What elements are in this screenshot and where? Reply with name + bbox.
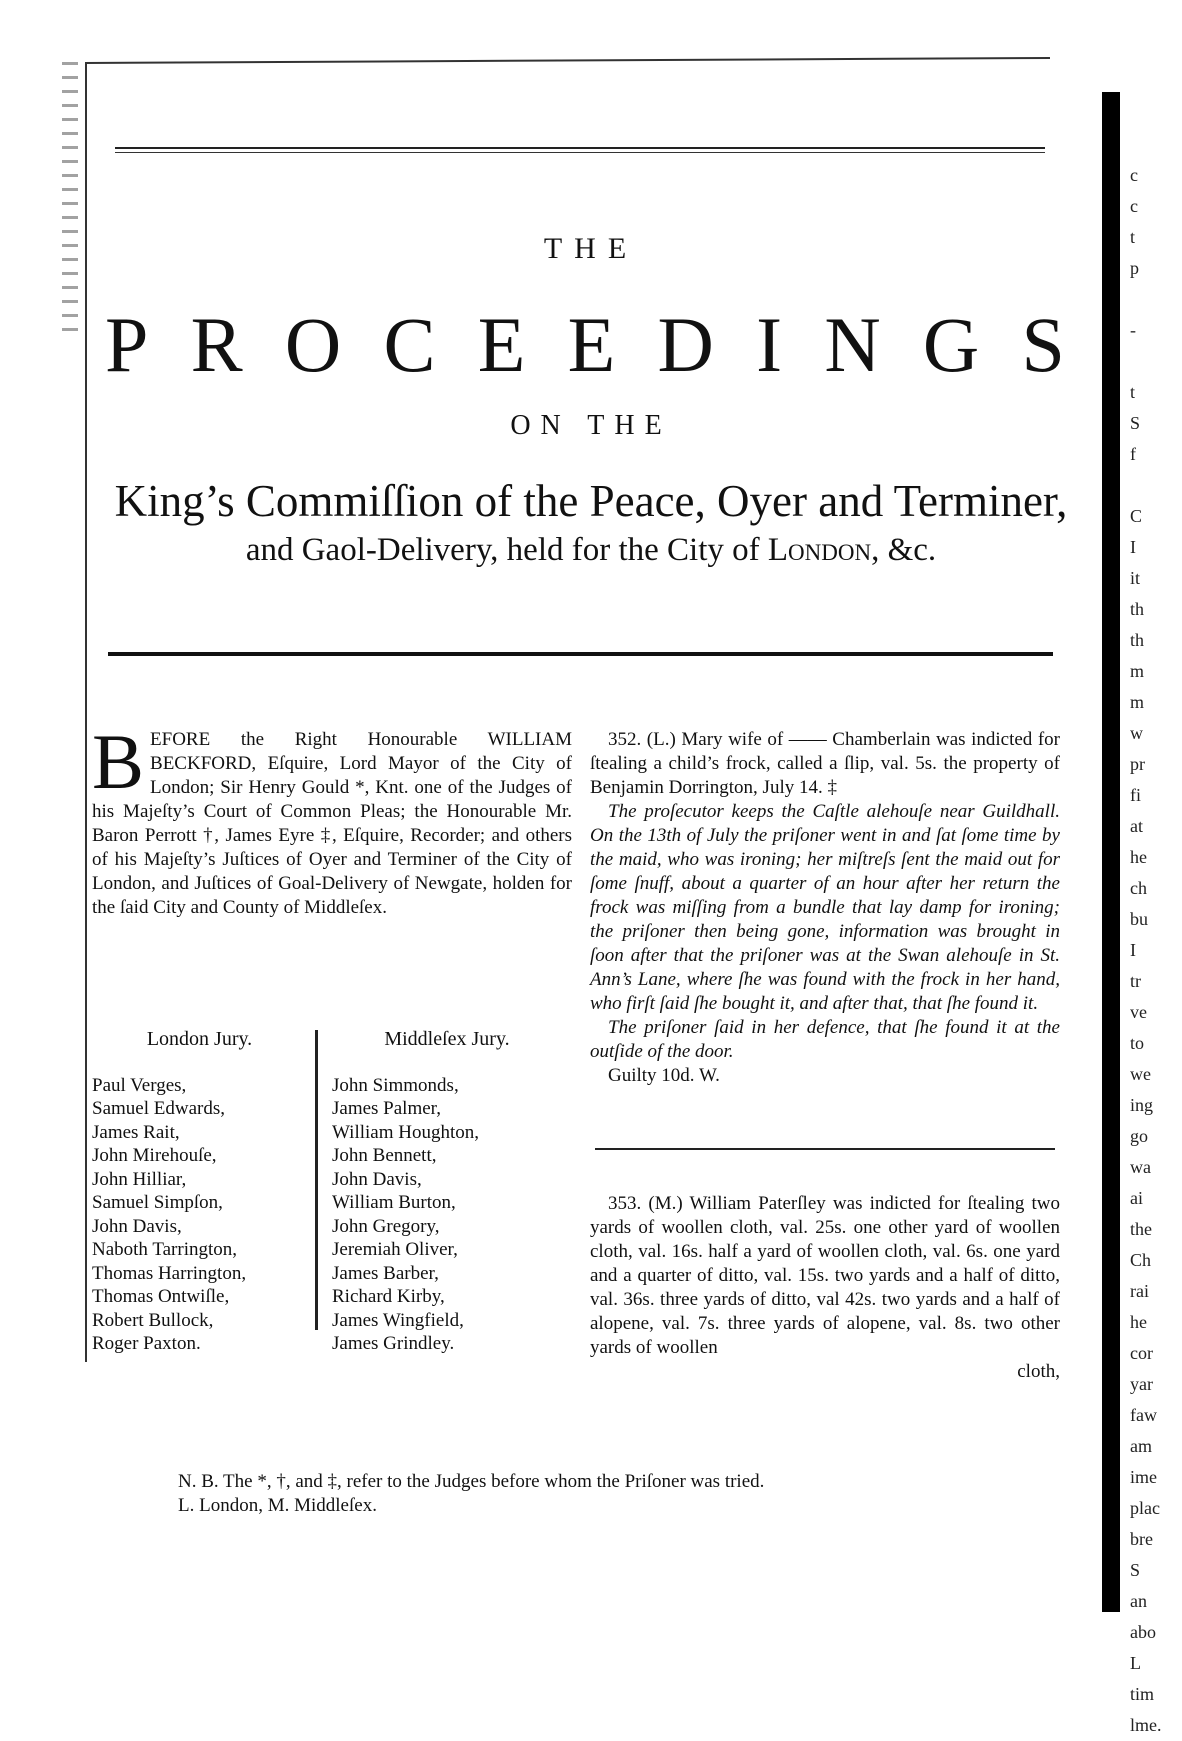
fragment-line: tim [1130,1684,1155,1704]
jury-divider [315,1030,318,1330]
title-letter: N [824,301,881,388]
fragment-line: t [1130,227,1136,247]
title-letter: S [1021,301,1065,388]
juror-name: John Hilliar, [92,1168,187,1190]
juror-name: James Rait, [92,1121,180,1143]
fragment-line: lme. [1130,1715,1162,1735]
london-jury [92,1028,307,1356]
page-top-line [85,57,1050,64]
fragment-line: I [1130,537,1136,557]
juror-name: John Davis, [332,1168,422,1190]
fragment-line: yar [1130,1374,1153,1394]
middlesex-jury [332,1028,562,1356]
juror-name: William Houghton, [332,1121,479,1143]
juror-name: Samuel Edwards, [92,1098,225,1119]
fragment-line: I [1130,940,1136,960]
title-letter: O [284,301,342,388]
juror-name: John Gregory, [332,1215,440,1237]
fragment-line: w [1130,723,1143,743]
fragment-line: m [1130,661,1145,681]
fragment-line: wa [1130,1157,1151,1177]
title-gaol-delivery [0,532,1182,569]
case-divider [595,1148,1055,1150]
fragment-line: rai [1130,1281,1149,1301]
fragment-line: he [1130,1312,1147,1332]
fragment-line: t [1130,382,1136,402]
fragment-line: m [1130,692,1145,712]
fragment-line: fi [1130,785,1141,805]
juror-name: John Mirehouſe, [92,1145,217,1166]
catchword: cloth, [1017,1361,1060,1382]
case-353-indictment: 353. (M.) William Paterſley was indicted for ſtealing two yards of woollen cloth, val. 25s. one other yard of woollen cloth, val. 16s. half a yard of woollen cloth, val. 6s. one yard and a quarter of ditto, val. 15s. two yards and a half of ditto, val. 36s. three yards of ditto, val 42s. two yards and a half of alopene, val. 7s. three yards of alopene, val. 8s. two other yards of woollen [590,1193,1060,1358]
title-on-the: ON THE [510,410,672,441]
fragment-line: at [1130,816,1143,836]
case-352-indictment: 352. (L.) Mary wife of —— Chamberlain was indicted for ſtealing a child’s frock, called a ſlip, val. 5s. the property of Benjamin Dorrington, July 14. ‡ [590,729,1060,798]
header-rule-top [115,147,1045,149]
intro-paragraph [92,718,572,920]
fragment-line: plac [1130,1498,1160,1518]
juror-name: Richard Kirby, [332,1286,445,1307]
middlesex-jury-list [332,1074,562,1356]
juror-name: James Palmer, [332,1098,441,1119]
header-rule-bottom [115,152,1045,153]
gutter-shadow [1102,92,1120,1612]
fragment-line: th [1130,630,1145,650]
juror-name: James Wingfield, [332,1309,464,1331]
fragment-line: c [1130,165,1138,185]
title-the: THE [543,232,639,265]
fragment-line: tr [1130,971,1141,991]
middlesex-jury-heading: Middleſex Jury. [384,1028,510,1050]
title-letter: E [567,301,616,388]
fragment-line: we [1130,1064,1151,1084]
title-divider [108,652,1053,656]
london-jury-list [92,1074,307,1356]
fragment-line: ime [1130,1467,1157,1487]
juror-name: Samuel Simpſon, [92,1192,223,1213]
fragment-line: L [1130,1653,1141,1673]
london-jury-heading: London Jury. [146,1028,253,1050]
fragment-line: faw [1130,1405,1157,1425]
fragment-line [1130,346,1182,377]
fragment-line: bre [1130,1529,1153,1549]
intro-text: EFORE the Right Honourable WILLIAM BECKFORD, Eſquire, Lord Mayor of the City of London; Sir Henry Gould *, Knt. one of the Judges of his Majeſty’s Court of Common Pleas; the Honourable Mr. Baron Perrott †, James Eyre ‡, Eſquire, Recorder; and others of his Majeſty’s Juſtices of Oyer and Terminer of the City of London, and Juſtices of Goal-Delivery of Newgate, holden for the ſaid City and County of Middleſex. [92,729,572,918]
juror-name: Roger Paxton. [92,1333,201,1354]
juror-name: Naboth Tarrington, [92,1239,238,1260]
fragment-line: S [1130,1560,1141,1580]
juror-name: John Simmonds, [332,1074,459,1096]
title-commission: King’s Commiſſion of the Peace, Oyer and Terminer, [114,476,1068,526]
fragment-line: pr [1130,754,1145,774]
fragment-line: to [1130,1033,1145,1053]
title-gaol-suffix: , &c. [871,532,937,568]
juror-name: Jeremiah Oliver, [332,1239,458,1260]
fragment-line: Ch [1130,1250,1152,1270]
adjacent-page-fragment [1130,160,1182,1735]
fragment-line: the [1130,1219,1152,1239]
juror-name: James Barber, [332,1262,439,1284]
fragment-line: he [1130,847,1147,867]
case-352-testimony: The proſecutor keeps the Caſtle alehouſe near Guildhall. On the 13th of July the priſoner went in and ſat ſome time by the maid, who was ironing; her miſtreſs ſent the maid out for ſome ſnuff, about a quarter of an hour after her return the frock was miſſing from a bundle that lay damp for ironing; the priſoner then being gone, information was brought in ſoon after that the priſoner was at the Swan alehouſe in St. Ann’s Lane, where ſhe was found with the frock in her hand, who firſt ſaid ſhe bought it, and after that, that ſhe found it. [590,801,1060,1014]
fragment-line: ai [1130,1188,1143,1208]
fragment-line: an [1130,1591,1147,1611]
fragment-line: ing [1130,1095,1154,1115]
drop-cap: B [92,718,145,805]
case-352-verdict: Guilty 10d. W. [608,1065,720,1086]
juror-name: Thomas Ontwiſle, [92,1286,230,1307]
title-letter: P [105,301,149,388]
juror-name: Thomas Harrington, [92,1262,247,1284]
title-letter: E [477,301,526,388]
title-proceedings [105,300,1065,390]
title-letter: R [190,301,243,388]
title-letter: G [922,301,980,388]
fragment-line: abo [1130,1622,1156,1642]
fragment-line: ve [1130,1002,1147,1022]
title-letter: C [383,301,436,388]
fragment-line: th [1130,599,1145,619]
fragment-line: am [1130,1436,1152,1456]
footnote [178,1470,1038,1518]
case-352 [590,728,1060,1088]
footnote-nb: N. B. The *, †, and ‡, refer to the Judges before whom the Priſoner was tried. [178,1471,765,1492]
title-letter: D [657,301,714,388]
fragment-line: it [1130,568,1141,588]
fragment-line: p [1130,258,1139,278]
fragment-line: bu [1130,909,1148,929]
binding-marks [62,62,78,332]
footnote-key: L. London, M. Middleſex. [178,1495,377,1516]
juror-name: William Burton, [332,1192,456,1213]
fragment-line: C [1130,506,1143,526]
fragment-line: S [1130,413,1141,433]
fragment-line: go [1130,1126,1148,1146]
fragment-line: ch [1130,878,1147,898]
case-353 [590,1192,1060,1384]
fragment-line: cor [1130,1343,1153,1363]
juror-name: John Davis, [92,1215,182,1237]
fragment-line: f [1130,444,1136,464]
fragment-line: c [1130,196,1138,216]
case-352-defence: The priſoner ſaid in her defence, that ſhe found it at the outſide of the door. [590,1017,1060,1062]
fragment-line [1130,284,1182,315]
juror-name: Paul Verges, [92,1074,187,1096]
juror-name: John Bennett, [332,1145,437,1166]
title-london: London [767,532,872,568]
title-letter: I [756,301,783,388]
fragment-line: - [1130,320,1136,340]
title-gaol-prefix: and Gaol-Delivery, held for the City of [245,532,768,568]
juror-name: Robert Bullock, [92,1309,214,1331]
juror-name: James Grindley. [332,1333,455,1354]
